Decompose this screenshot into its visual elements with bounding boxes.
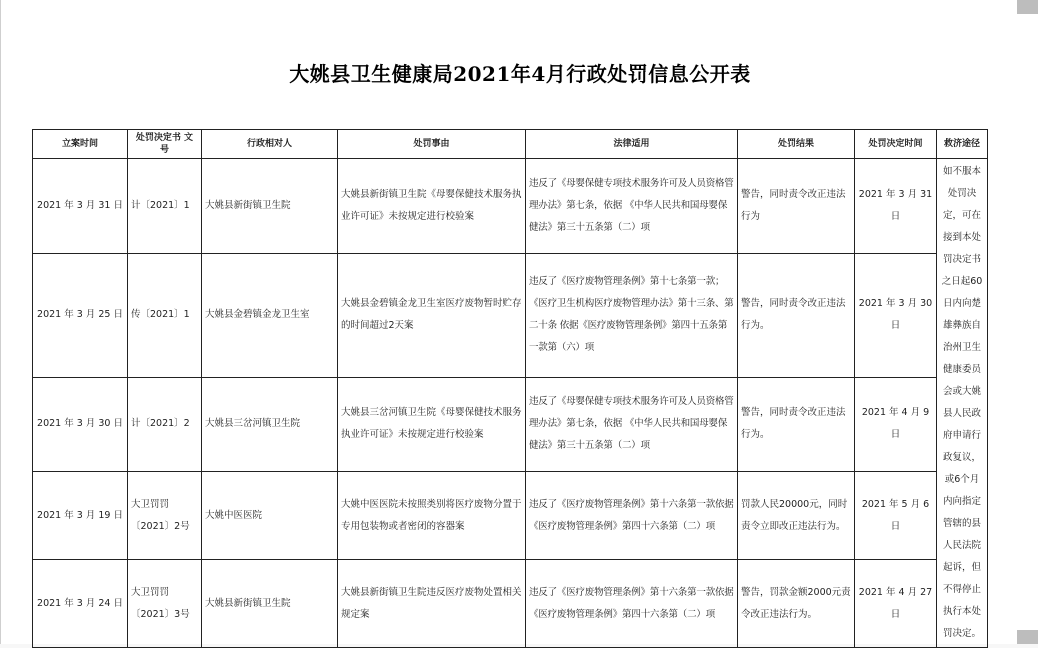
table-row xyxy=(33,472,988,560)
table-header-row xyxy=(33,130,988,159)
cell-doc-no: 大卫罚罚〔2021〕3号 xyxy=(128,560,202,648)
cell-law: 违反了《医疗废物管理条例》第十七条第一款；《医疗卫生机构医疗废物管理办法》第十三条、第二十条 依据《医疗废物管理条例》第四十五条第一款第（六）项 xyxy=(526,253,738,377)
table-row xyxy=(33,159,988,254)
cell-result: 警告，同时责令改正违法行为。 xyxy=(738,377,855,472)
cell-doc-no: 传〔2021〕1 xyxy=(128,253,202,377)
scrollbar-bottom-arrow[interactable] xyxy=(1017,630,1038,644)
cell-reason: 大姚中医医院未按照类别将医疗废物分置于专用包装物或者密闭的容器案 xyxy=(338,472,526,560)
cell-filing-date: 2021 年 3 月 24 日 xyxy=(33,560,128,648)
cell-reason: 大姚县三岔河镇卫生院《母婴保健技术服务执业许可证》未按规定进行校验案 xyxy=(338,377,526,472)
cell-result: 罚款人民20000元，同时责令立即改正违法行为。 xyxy=(738,472,855,560)
cell-party: 大姚县金碧镇金龙卫生室 xyxy=(202,253,338,377)
table-row xyxy=(33,253,988,377)
cell-doc-no: 计〔2021〕1 xyxy=(128,159,202,254)
cell-party: 大姚县新街镇卫生院 xyxy=(202,159,338,254)
cell-filing-date: 2021 年 3 月 31 日 xyxy=(33,159,128,254)
penalty-table xyxy=(32,129,988,648)
cell-decision-date: 2021 年 3 月 31 日 xyxy=(855,159,937,254)
header-law: 法律适用 xyxy=(526,130,738,159)
cell-law: 违反了《医疗废物管理条例》第十六条第一款依据《医疗废物管理条例》第四十六条第（二）项 xyxy=(526,560,738,648)
cell-reason: 大姚县新街镇卫生院《母婴保健技术服务执业许可证》未按规定进行校验案 xyxy=(338,159,526,254)
scrollbar-top-arrow[interactable] xyxy=(1017,0,1038,14)
cell-filing-date: 2021 年 3 月 19 日 xyxy=(33,472,128,560)
cell-party: 大姚县新街镇卫生院 xyxy=(202,560,338,648)
header-reason: 处罚事由 xyxy=(338,130,526,159)
header-decision-date: 处罚决定时间 xyxy=(855,130,937,159)
cell-remedy: 如不服本处罚决定，可在接到本处罚决定书之日起60日内向楚雄彝族自治州卫生健康委员会或大姚县人民政府申请行政复议，或6个月内向指定管辖的县人民法院起诉，但不得停止执行本处罚决定。 xyxy=(937,159,988,648)
cell-party: 大姚中医医院 xyxy=(202,472,338,560)
header-result: 处罚结果 xyxy=(738,130,855,159)
cell-reason: 大姚县新街镇卫生院违反医疗废物处置相关规定案 xyxy=(338,560,526,648)
header-doc-no: 处罚决定书 文 号 xyxy=(128,130,202,159)
cell-law: 违反了《母婴保健专项技术服务许可及人员资格管理办法》第七条，依据 《中华人民共和国母婴保健法》第三十五条第（二）项 xyxy=(526,377,738,472)
cell-party: 大姚县三岔河镇卫生院 xyxy=(202,377,338,472)
table-row xyxy=(33,377,988,472)
cell-decision-date: 2021 年 4 月 27 日 xyxy=(855,560,937,648)
header-filing-date: 立案时间 xyxy=(33,130,128,159)
cell-doc-no: 大卫罚罚〔2021〕2号 xyxy=(128,472,202,560)
cell-result: 警告，同时责令改正违法行为 xyxy=(738,159,855,254)
header-party: 行政相对人 xyxy=(202,130,338,159)
page-title: 大姚县卫生健康局2021年4月行政处罚信息公开表 xyxy=(289,62,751,86)
cell-law: 违反了《医疗废物管理条例》第十六条第一款依据《医疗废物管理条例》第四十六条第（二）项 xyxy=(526,472,738,560)
cell-filing-date: 2021 年 3 月 25 日 xyxy=(33,253,128,377)
cell-result: 警告，同时责令改正违法行为。 xyxy=(738,253,855,377)
cell-doc-no: 计〔2021〕2 xyxy=(128,377,202,472)
cell-decision-date: 2021 年 3 月 30 日 xyxy=(855,253,937,377)
cell-reason: 大姚县金碧镇金龙卫生室医疗废物暂时贮存的时间超过2天案 xyxy=(338,253,526,377)
table-row xyxy=(33,560,988,648)
cell-decision-date: 2021 年 4 月 9 日 xyxy=(855,377,937,472)
header-remedy: 救济途径 xyxy=(937,130,988,159)
cell-law: 违反了《母婴保健专项技术服务许可及人员资格管理办法》第七条，依据 《中华人民共和国母婴保健法》第三十五条第（二）项 xyxy=(526,159,738,254)
cell-decision-date: 2021 年 5 月 6 日 xyxy=(855,472,937,560)
cell-result: 警告，罚款金额2000元责令改正违法行为。 xyxy=(738,560,855,648)
cell-filing-date: 2021 年 3 月 30 日 xyxy=(33,377,128,472)
